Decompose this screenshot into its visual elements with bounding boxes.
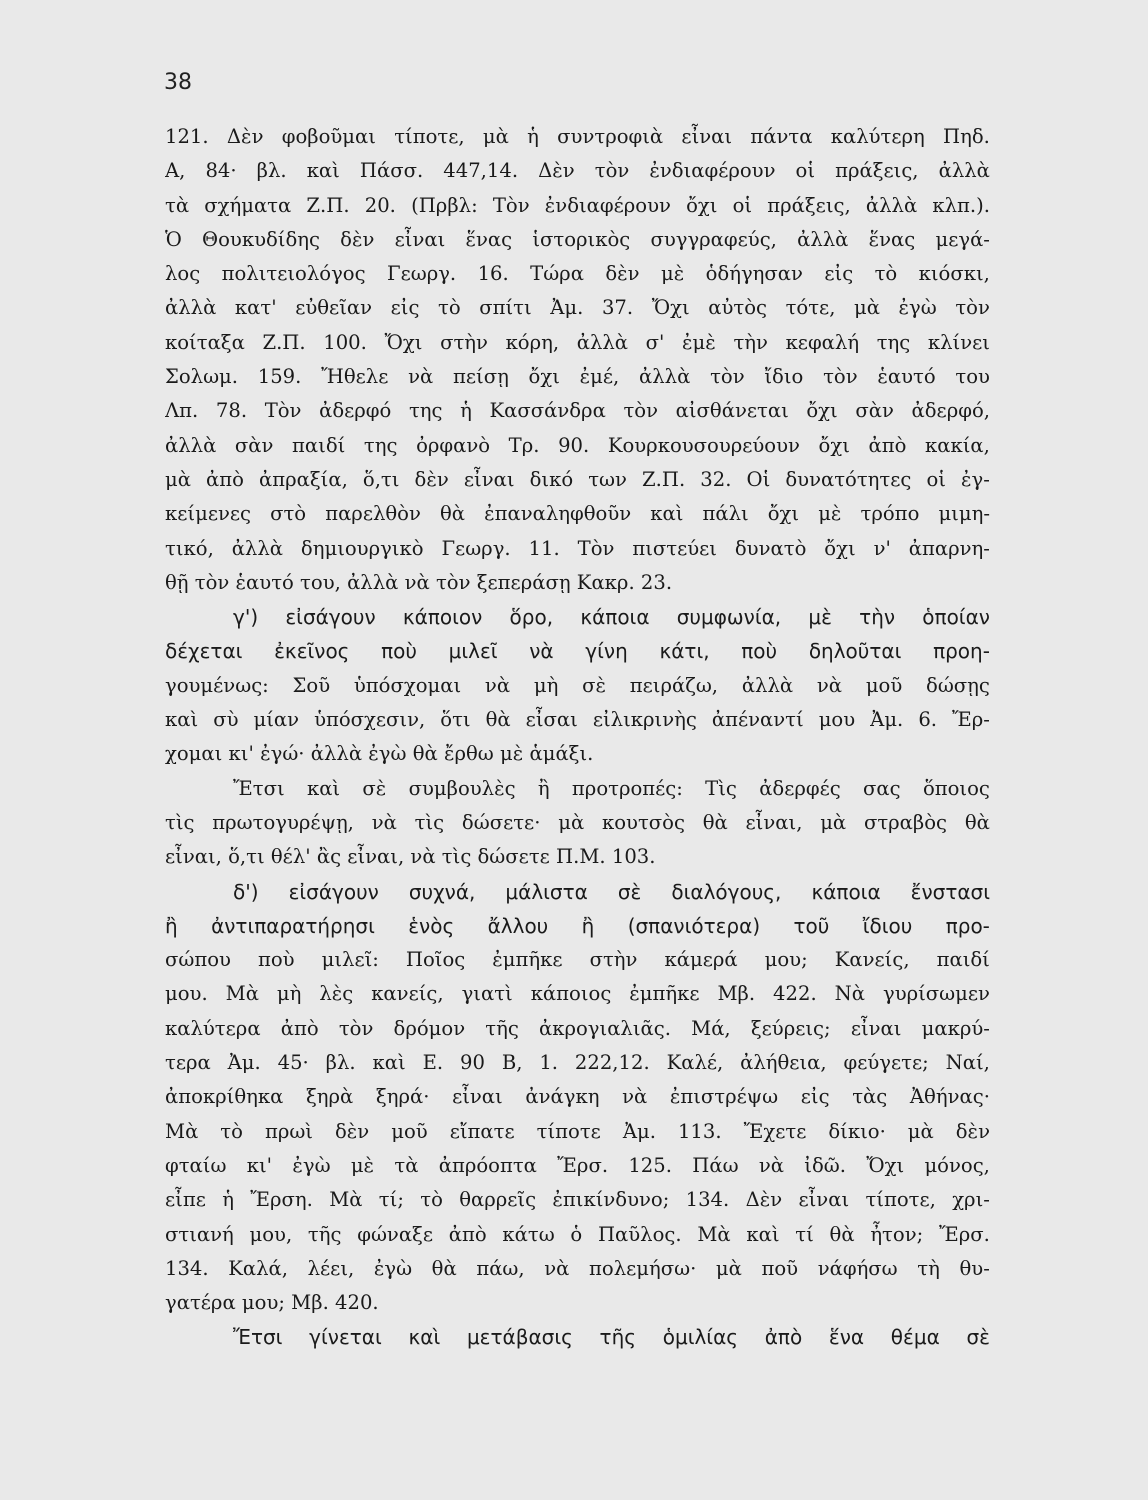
text-line: γ') εἰσάγουν κάποιον ὅρο, κάποια συμφωνία, μὲ τὴν ὁποίαν [233,605,990,630]
text-line: κείμενες στὸ παρελθὸν θὰ ἐπαναληφθοῦν καὶ πάλι ὄχι μὲ τρόπο μιμη- [165,502,990,526]
text-line: Λπ. 78. Τὸν ἀδερφό της ἡ Κασσάνδρα τὸν αἰσθάνεται ὄχι σὰν ἀδερφό, [165,399,990,423]
text-line: σώπου ποὺ μιλεῖ: Ποῖος ἐμπῆκε στὴν κάμερά μου; Κανείς, παιδί [165,948,990,972]
text-line: δ') εἰσάγουν συχνά, μάλιστα σὲ διαλόγους, κάποια ἔνστασι [233,879,990,904]
text-line: φταίω κι' ἐγὼ μὲ τὰ ἀπρόοπτα Ἔρσ. 125. Πάω νὰ ἰδῶ. Ὄχι μόνος, [165,1153,990,1177]
text-line: ἀποκρίθηκα ξηρὰ ξηρά· εἶναι ἀνάγκη νὰ ἐπιστρέψω εἰς τὰς Ἀθήνας· [165,1085,990,1109]
text-line: εἶναι, ὅ,τι θέλ' ἂς εἶναι, νὰ τὶς δώσετε Π.Μ. 103. [165,845,656,869]
page-number: 38 [164,70,192,95]
text-line: καλύτερα ἀπὸ τὸν δρόμον τῆς ἀκρογιαλιᾶς. Μά, ξεύρεις; εἶναι μακρύ- [165,1016,990,1040]
text-line: ἢ ἀντιπαρατήρησι ἑνὸς ἄλλου ἢ (σπανιότερα) τοῦ ἴδιου προ- [165,913,990,938]
text-line: μου. Μὰ μὴ λὲς κανείς, γιατὶ κάποιος ἐμπῆκε Μβ. 422. Νὰ γυρίσωμεν [165,982,990,1006]
text-line: Μὰ τὸ πρωὶ δὲν μοῦ εἴπατε τίποτε Ἀμ. 113. Ἔχετε δίκιο· μὰ δὲν [165,1119,990,1143]
text-line: ἀλλὰ σὰν παιδί της ὀρφανὸ Τρ. 90. Κουρκουσουρεύουν ὄχι ἀπὸ κακία, [165,433,990,457]
text-line: ἀλλὰ κατ' εὐθεῖαν εἰς τὸ σπίτι Ἀμ. 37. Ὄχι αὐτὸς τότε, μὰ ἐγὼ τὸν [165,296,990,320]
text-line: Ὁ Θουκυδίδης δὲν εἶναι ἕνας ἱστορικὸς συγγραφεύς, ἀλλὰ ἕνας μεγά- [165,227,990,251]
text-line: 121. Δὲν φοβοῦμαι τίποτε, μὰ ἡ συντροφιὰ εἶναι πάντα καλύτερη Πηδ. [165,125,990,148]
text-line: κοίταξα Ζ.Π. 100. Ὄχι στὴν κόρη, ἀλλὰ σ' ἐμὲ τὴν κεφαλή της κλίνει [165,330,990,354]
text-line: γουμένως: Σοῦ ὑπόσχομαι νὰ μὴ σὲ πειράζω, ἀλλὰ νὰ μοῦ δώσῃς [165,673,990,697]
text-line: θῇ τὸν ἑαυτό του, ἀλλὰ νὰ τὸν ξεπεράσῃ Κακρ. 23. [165,570,673,594]
text-line: τικό, ἀλλὰ δημιουργικὸ Γεωργ. 11. Τὸν πιστεύει δυνατὸ ὄχι ν' ἀπαρνη- [165,536,990,560]
text-line: καὶ σὺ μίαν ὑπόσχεσιν, ὅτι θὰ εἶσαι εἰλικρινὴς ἀπέναντί μου Ἀμ. 6. Ἔρ- [165,708,990,732]
text-line: Ἔτσι γίνεται καὶ μετάβασις τῆς ὁμιλίας ἀπὸ ἕνα θέμα σὲ [233,1325,990,1350]
text-line: Σολωμ. 159. Ἤθελε νὰ πείσῃ ὄχι ἐμέ, ἀλλὰ τὸν ἴδιο τὸν ἑαυτό του [165,365,990,389]
text-line: λος πολιτειολόγος Γεωργ. 16. Τώρα δὲν μὲ ὁδήγησαν εἰς τὸ κιόσκι, [165,262,990,286]
text-line: 134. Καλά, λέει, ἐγὼ θὰ πάω, νὰ πολεμήσω· μὰ ποῦ νάφήσω τὴ θυ- [165,1256,990,1280]
text-line: μὰ ἀπὸ ἀπραξία, ὅ,τι δὲν εἶναι δικό των Ζ.Π. 32. Οἱ δυνατότητες οἱ ἐγ- [165,467,990,491]
text-line: εἶπε ἡ Ἔρση. Μὰ τί; τὸ θαρρεῖς ἐπικίνδυνο; 134. Δὲν εἶναι τίποτε, χρι- [165,1188,990,1212]
text-line: στιανή μου, τῆς φώναξε ἀπὸ κάτω ὁ Παῦλος. Μὰ καὶ τί θὰ ἦτον; Ἔρσ. [165,1222,990,1246]
text-line: τερα Ἀμ. 45· βλ. καὶ Ε. 90 Β, 1. 222,12. Καλέ, ἀλήθεια, φεύγετε; Ναί, [165,1051,990,1075]
text-line: Α, 84· βλ. καὶ Πάσσ. 447,14. Δὲν τὸν ἐνδιαφέρουν οἱ πράξεις, ἀλλὰ [165,159,990,183]
text-block [165,120,990,1355]
text-line: γατέρα μου; Μβ. 420. [165,1291,379,1315]
text-line: δέχεται ἐκεῖνος ποὺ μιλεῖ νὰ γίνη κάτι, ποὺ δηλοῦται προη- [165,639,990,664]
text-line: τὰ σχήματα Ζ.Π. 20. (Πρβλ: Τὸν ἐνδιαφέρουν ὄχι οἱ πράξεις, ἀλλὰ κλπ.). [165,193,990,217]
text-line: τὶς πρωτογυρέψῃ, νὰ τὶς δώσετε· μὰ κουτσὸς θὰ εἶναι, μὰ στραβὸς θὰ [165,810,990,834]
text-line: Ἔτσι καὶ σὲ συμβουλὲς ἢ προτροπές: Τὶς ἀδερφές σας ὅποιος [233,776,990,800]
text-line: χομαι κι' ἐγώ· ἀλλὰ ἐγὼ θὰ ἔρθω μὲ ἁμάξι. [165,742,594,766]
